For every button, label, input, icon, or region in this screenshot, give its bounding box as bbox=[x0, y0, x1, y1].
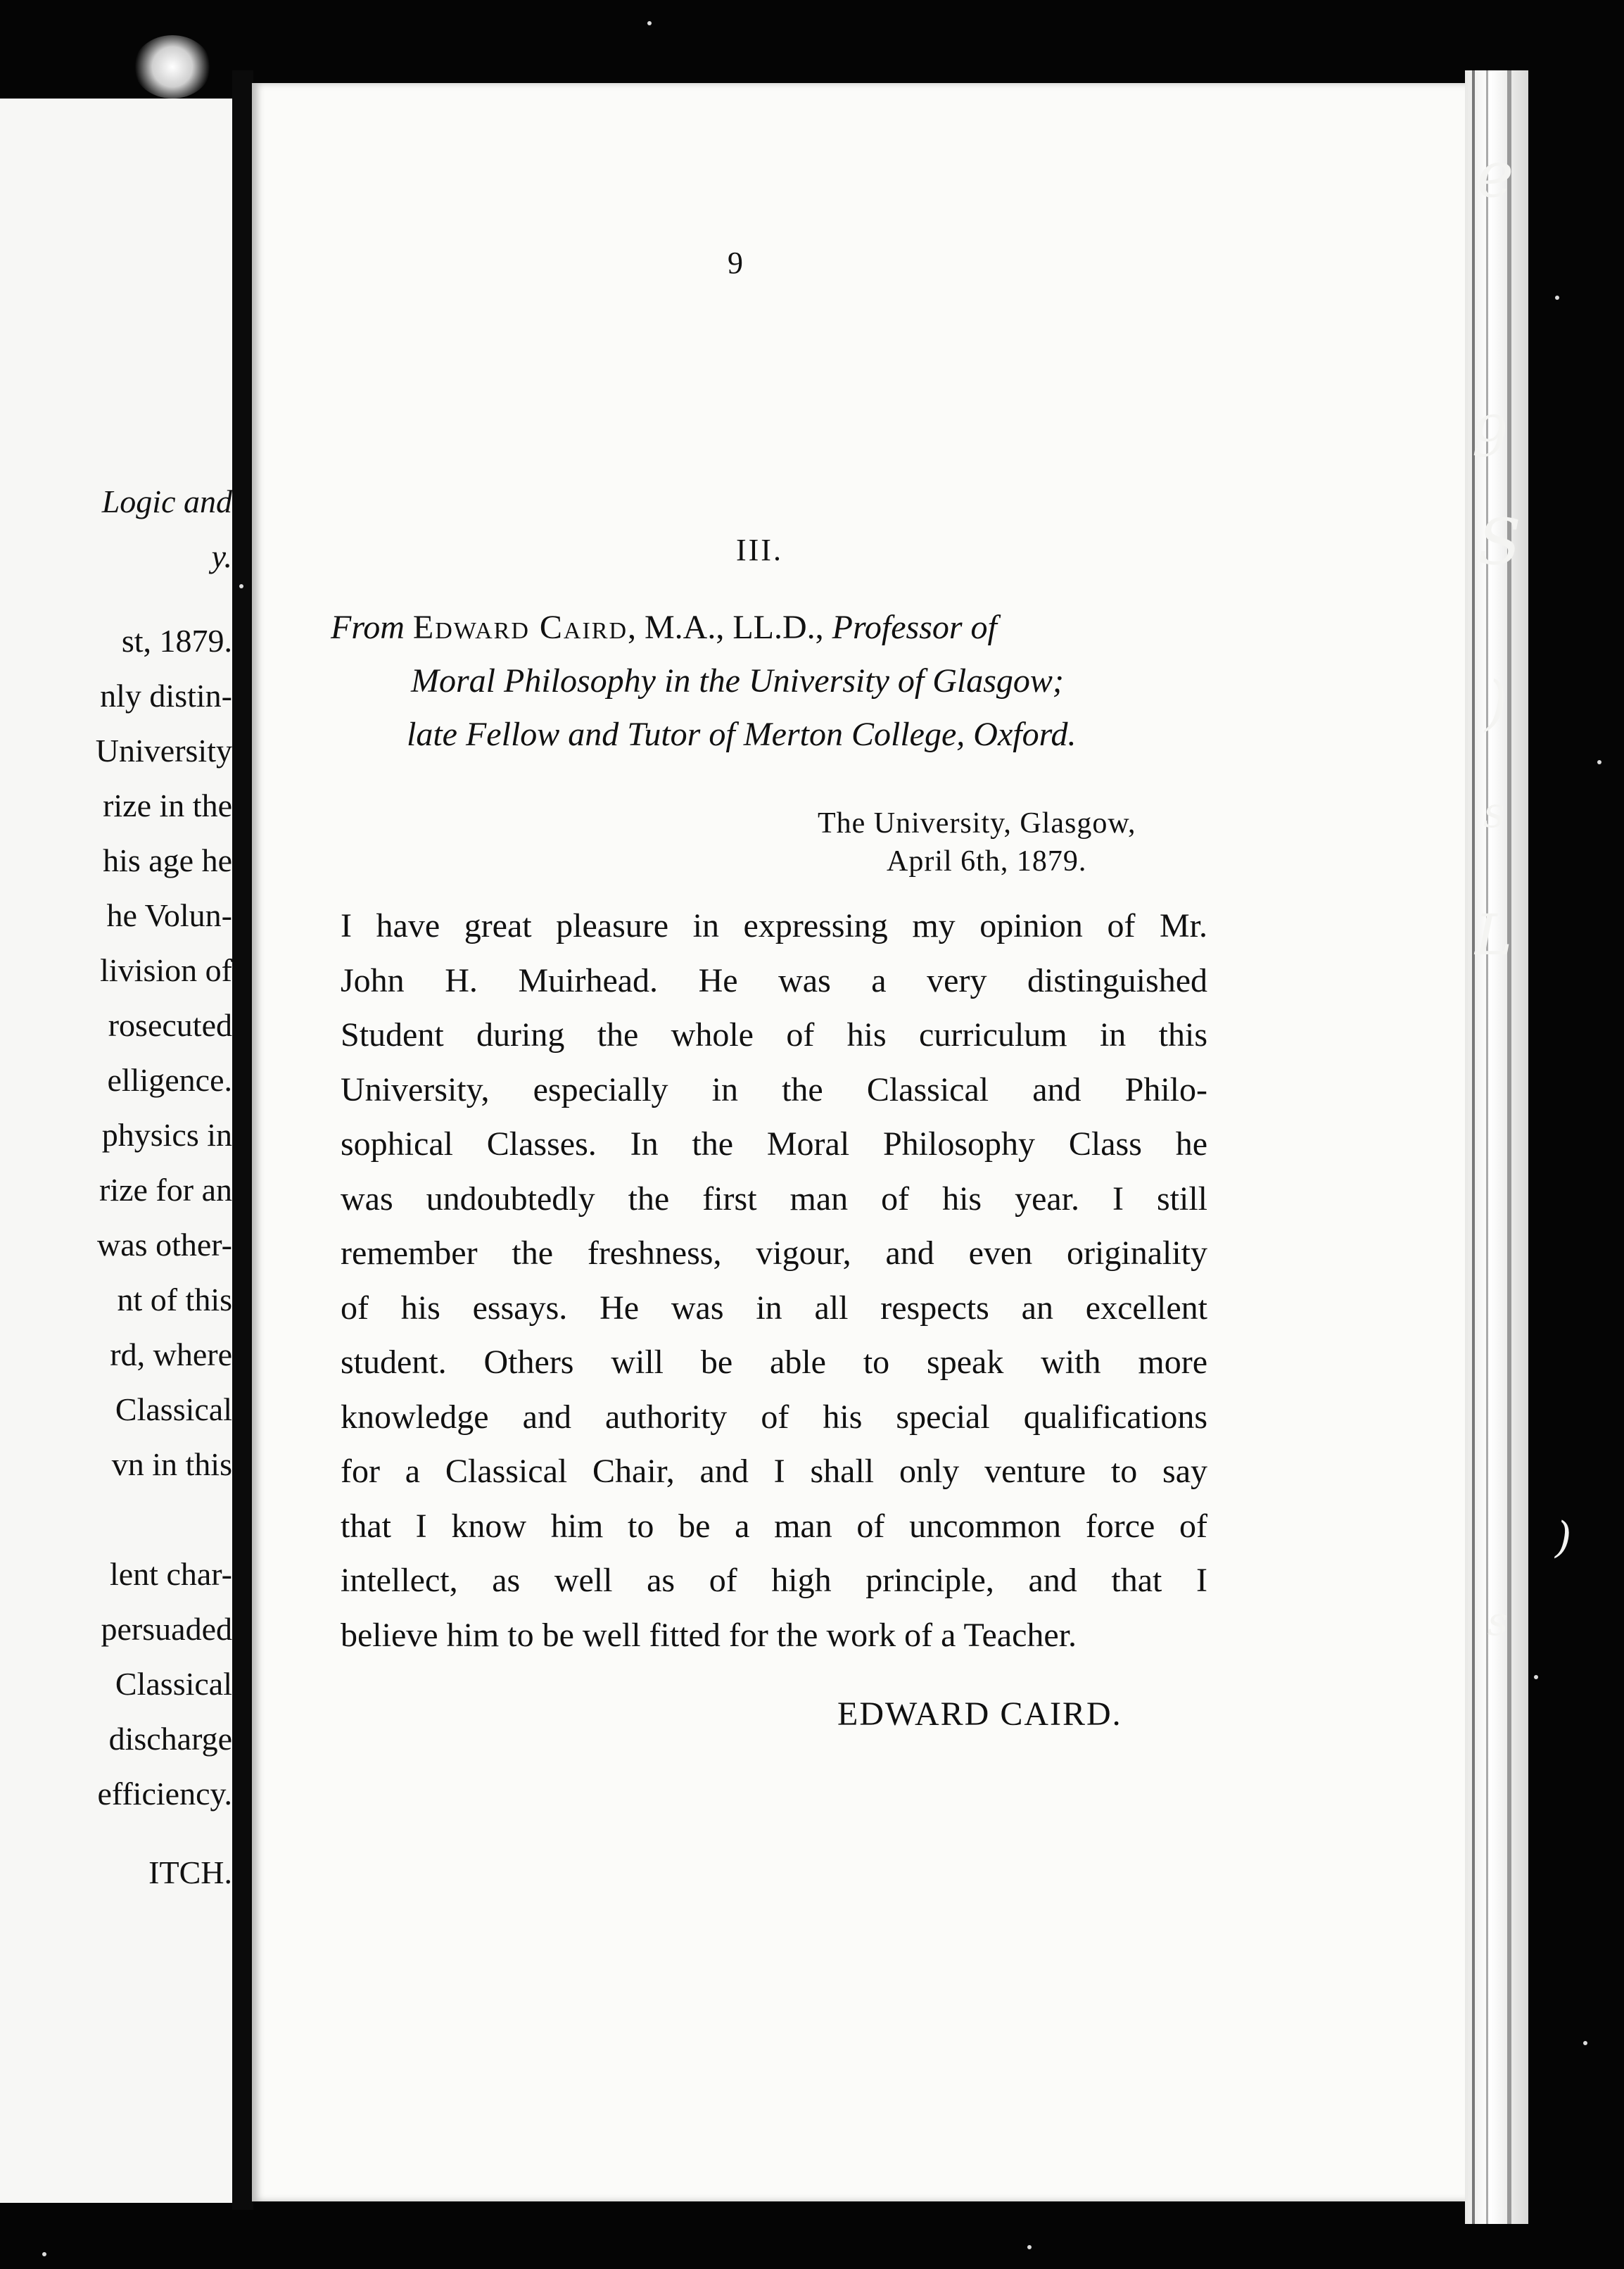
letter-line: remember the freshness, vigour, and even originality bbox=[341, 1234, 1207, 1272]
author-degrees: , M.A., LL.D., bbox=[628, 609, 832, 646]
letter-line: I have great pleasure in expressing my opinion of Mr. bbox=[341, 907, 1207, 944]
left-page-line: rosecuted bbox=[108, 1007, 232, 1043]
left-page-line: discharge bbox=[108, 1721, 232, 1757]
letter-line: knowledge and authority of his special qualifications bbox=[341, 1398, 1207, 1436]
left-page-line: efficiency. bbox=[97, 1776, 232, 1812]
letter-line: Student during the whole of his curriculum in this bbox=[341, 1016, 1207, 1054]
letter-line: was undoubtedly the first man of his year. I still bbox=[341, 1180, 1207, 1218]
margin-mark: e bbox=[1476, 138, 1514, 212]
margin-mark: ) bbox=[1555, 1513, 1572, 1562]
author-name: Edward Caird bbox=[412, 609, 628, 646]
letter-line: John H. Muirhead. He was a very distinguished bbox=[341, 961, 1207, 999]
letter-line: that I know him to be a man of uncommon force of bbox=[341, 1507, 1207, 1545]
left-page-line: rd, where bbox=[110, 1336, 232, 1372]
margin-mark: s bbox=[1487, 1599, 1508, 1645]
dust-speck bbox=[1534, 1675, 1538, 1679]
left-page-line: st, 1879. bbox=[121, 623, 232, 659]
heading-line-2 bbox=[411, 662, 1064, 700]
margin-mark: s bbox=[1483, 788, 1505, 838]
letter-line: University, especially in the Classical and Philo- bbox=[341, 1070, 1207, 1108]
section-number: III. bbox=[736, 533, 783, 567]
left-page-line: livision of bbox=[100, 952, 232, 988]
light-glare bbox=[134, 35, 211, 99]
author-title-start: Professor of bbox=[832, 609, 997, 646]
dateline-date: April 6th, 1879. bbox=[887, 845, 1087, 878]
author-title-line-2: Moral Philosophy in the University of Glasgow; bbox=[411, 662, 1064, 700]
letter-line: sophical Classes. In the Moral Philosophy Class he bbox=[341, 1125, 1207, 1163]
left-page-line: Classical bbox=[115, 1391, 232, 1427]
left-page-line: nly distin- bbox=[100, 678, 232, 714]
letter-line: student. Others will be able to speak with more bbox=[341, 1344, 1207, 1381]
margin-mark: L bbox=[1475, 902, 1513, 968]
page-edges bbox=[1465, 70, 1528, 2224]
left-page-line: was other- bbox=[97, 1227, 232, 1263]
left-page-line: rize for an bbox=[99, 1172, 232, 1208]
author-title-line-3: late Fellow and Tutor of Merton College, Oxford. bbox=[407, 716, 1077, 753]
left-page-line: elligence. bbox=[107, 1062, 232, 1098]
left-page-line: y. bbox=[211, 538, 232, 574]
left-page-line: Classical bbox=[115, 1666, 232, 1702]
left-page-line: ITCH. bbox=[148, 1854, 232, 1890]
left-page-line: University bbox=[95, 733, 232, 769]
letter-line: for a Classical Chair, and I shall only venture to say bbox=[341, 1453, 1207, 1490]
book-gutter bbox=[232, 70, 253, 2210]
left-page-line: nt of this bbox=[117, 1282, 232, 1317]
left-page bbox=[0, 99, 236, 2203]
left-page-line: his age he bbox=[103, 842, 232, 878]
margin-mark: S bbox=[1478, 505, 1521, 579]
signature: EDWARD CAIRD. bbox=[837, 1695, 1122, 1733]
left-page-line: Logic and bbox=[101, 483, 232, 519]
dust-speck bbox=[1555, 296, 1559, 300]
dust-speck bbox=[1597, 760, 1601, 764]
heading-line-3 bbox=[407, 715, 1077, 754]
dust-speck bbox=[42, 2252, 46, 2256]
left-page-line: persuaded bbox=[101, 1611, 232, 1647]
heading-from: From bbox=[331, 609, 405, 646]
dust-speck bbox=[239, 584, 243, 588]
dateline-place: The University, Glasgow, bbox=[818, 807, 1136, 840]
left-page-line: vn in this bbox=[111, 1446, 232, 1482]
letter-line: intellect, as well as of high principle, and that I bbox=[341, 1562, 1207, 1599]
letter-line: of his essays. He was in all respects an excellent bbox=[341, 1289, 1207, 1327]
letter-line: believe him to be well fitted for the work of a Teacher. bbox=[341, 1616, 1077, 1654]
left-page-line: lent char- bbox=[109, 1556, 232, 1592]
margin-mark: ) bbox=[1485, 669, 1508, 738]
page-number: 9 bbox=[728, 246, 743, 280]
heading-line-1 bbox=[331, 608, 997, 647]
dust-speck bbox=[1583, 2041, 1587, 2045]
dust-speck bbox=[647, 21, 652, 25]
margin-mark: 9 bbox=[1472, 404, 1508, 469]
left-page-line: he Volun- bbox=[106, 897, 232, 933]
dust-speck bbox=[1027, 2245, 1032, 2249]
left-page-line: physics in bbox=[101, 1117, 232, 1153]
left-page-line: rize in the bbox=[103, 788, 232, 823]
